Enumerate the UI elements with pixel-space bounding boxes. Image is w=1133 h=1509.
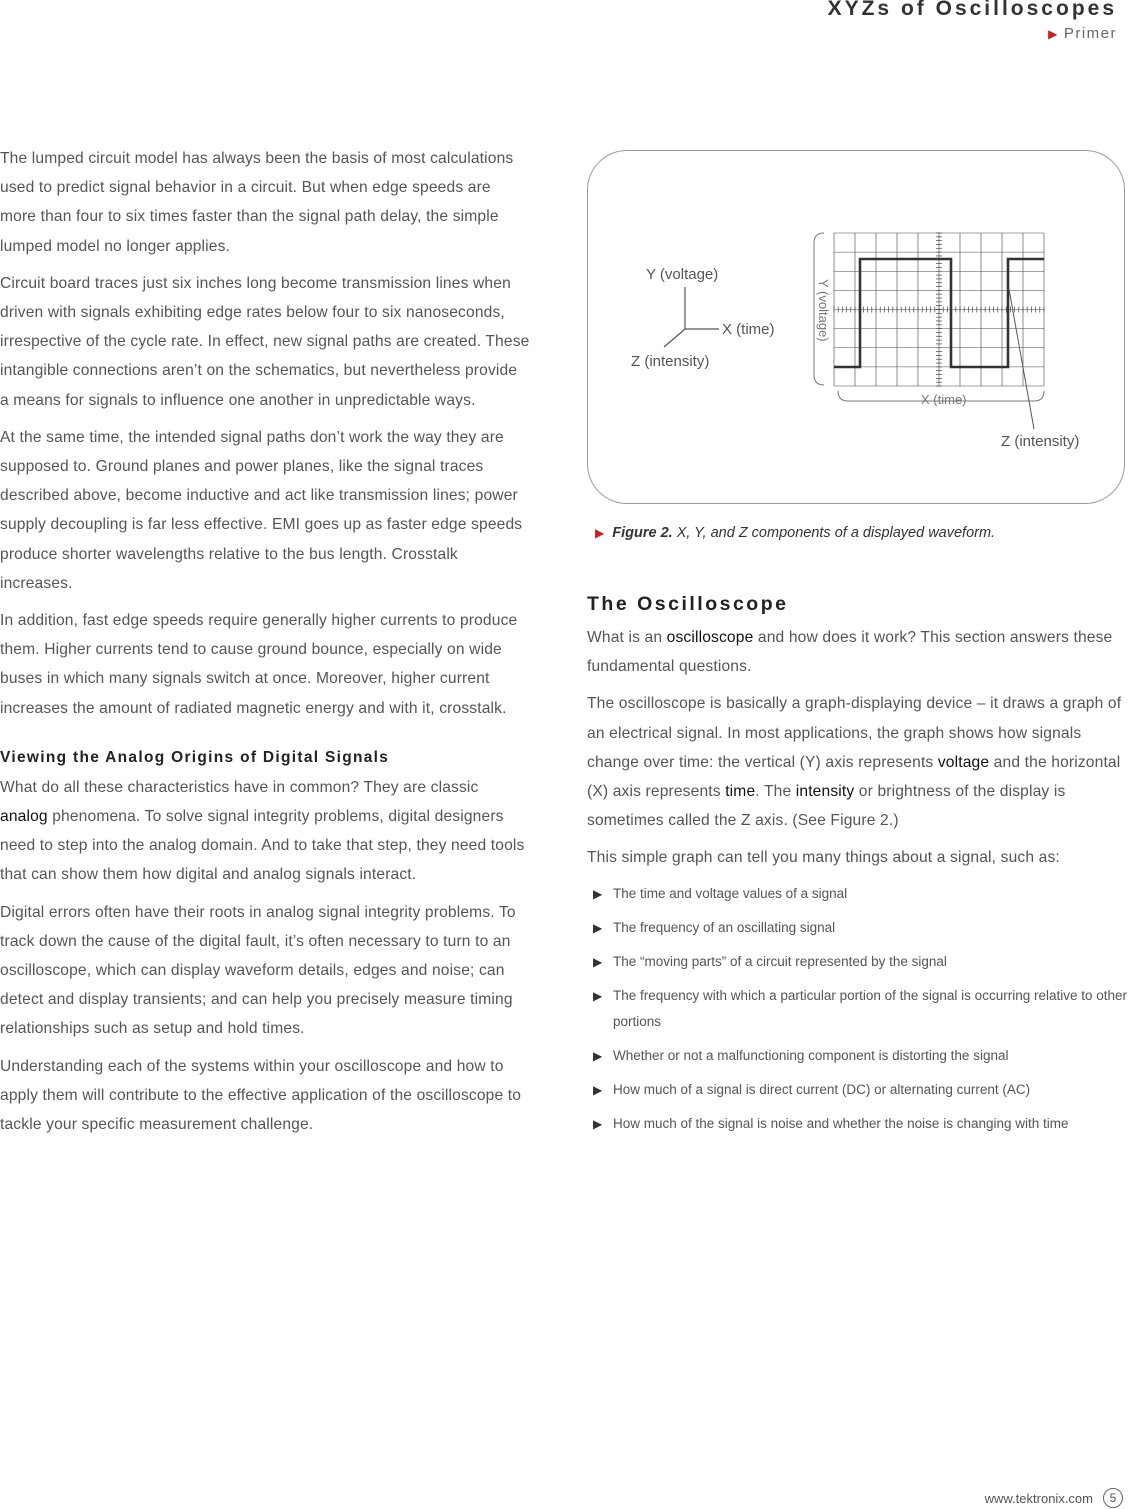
bullet-triangle-icon: ▶ [593,988,603,1003]
list-item [587,983,1127,1035]
grid-x-label: X (time) [921,392,967,407]
page-footer [985,1488,1123,1508]
footer-url[interactable]: www.tektronix.com [984,1490,1093,1506]
red-triangle-icon: ▶ [595,526,605,540]
list-item [587,1111,1127,1137]
left-column [0,144,530,1147]
bullet-list [587,881,1127,1137]
figure-caption [587,523,1127,543]
subtitle-text: Primer [1063,25,1117,42]
bullet-triangle-icon: ▶ [593,1082,603,1097]
list-item [587,949,1127,975]
bullet-triangle-icon: ▶ [593,954,603,969]
text-run: or brightness of the display is sometimes called the Z axis. (See Figure 2.) [587,783,1066,830]
paragraph: Circuit board traces just six inches long become transmission lines when driven with signals exhibiting edge rates below four to six nanoseconds, irrespective of the cycle rate. In effect, new signal paths are created. These intangible connections aren’t on the schematics, but nevertheless provide a means for signals to influence one another in unpredictable ways. [0,274,530,409]
page-number: 5 [1103,1488,1123,1508]
list-item [587,881,1127,907]
grid-z-label: Z (intensity) [1001,433,1080,450]
z-pointer-line [1009,289,1034,429]
axis-y-label: Y (voltage) [646,266,719,283]
document-title: XYZs of Oscilloscopes [827,0,1117,20]
axis-x-label: X (time) [722,321,775,338]
list-item [587,915,1127,941]
list-item-text: Whether or not a malfunctioning component is distorting the signal [613,1047,1009,1063]
section-heading: Viewing the Analog Origins of Digital Signals [0,748,390,766]
grid-y-label: Y (voltage) [816,279,831,342]
paragraph [0,773,530,890]
paragraph [587,623,1127,681]
right-column [587,150,1127,1145]
text-run: and the horizontal (X) axis represents [587,753,1121,801]
paragraph: At the same time, the intended signal paths don’t work the way they are supposed to. Ground planes and power planes, like the signal traces described above, become inductive and act like transmission lines; power supply decoupling is far less effective. EMI goes up as faster edge speeds produce shorter wavelengths relative to the bus length. Crosstalk increases. [0,428,523,592]
text-run: What do all these characteristics have in common? They are classic [0,778,479,796]
red-triangle-icon: ▶ [1048,27,1059,41]
keyword-voltage: voltage [937,753,990,771]
paragraph: In addition, fast edge speeds require generally higher currents to produce them. Higher currents tend to cause ground bounce, especially on wide buses in which many signals switch at once. Moreover, higher current increases the amount of radiated magnetic energy and with it, crosstalk. [0,612,518,717]
list-item-text: The frequency with which a particular portion of the signal is occurring relative to other portions [613,987,1128,1029]
list-item-text: How much of the signal is noise and whether the noise is changing with time [613,1115,1069,1131]
paragraph: Understanding each of the systems within your oscilloscope and how to apply them will contribute to the effective application of the oscilloscope to tackle your specific measurement challenge. [0,1057,522,1134]
paragraph [587,689,1127,835]
figure-2-box [587,150,1125,504]
bullet-triangle-icon: ▶ [593,920,603,935]
keyword-analog: analog [0,808,48,826]
axis-z-label: Z (intensity) [631,353,710,370]
text-run: The oscilloscope is basically a graph-displaying device – it draws a graph of an electrical signal. In most applications, the graph shows how signals change over time: the vertical (Y) axis represents [587,695,1122,771]
keyword-oscilloscope: oscilloscope [666,629,754,646]
paragraph: Digital errors often have their roots in analog signal integrity problems. To track down the cause of the digital fault, it’s often necessary to turn to an oscilloscope, which can display waveform details, edges and noise; can detect and display transients; and can help you precisely measure timing relationships such as setup and hold times. [0,903,516,1038]
caption-label: Figure 2. [612,525,673,541]
text-run: . The [755,783,796,801]
list-item-text: The frequency of an oscillating signal [613,919,836,935]
paragraph: The lumped circuit model has always been the basis of most calculations used to predict signal behavior in a circuit. But when edge speeds are more than four to six times faster than the signal path delay, the simple lumped model no longer applies. [0,150,514,255]
keyword-time: time [725,783,756,801]
section-heading: The Oscilloscope [587,593,789,615]
text-run: and how does it work? This section answers these fundamental questions. [587,629,1113,676]
text-run: What is an [587,629,667,646]
list-item [587,1077,1127,1103]
list-item [587,1043,1127,1069]
keyword-intensity: intensity [795,783,855,801]
page-header [828,0,1117,44]
bullet-triangle-icon: ▶ [593,1116,603,1131]
bullet-triangle-icon: ▶ [593,886,603,901]
list-item-text: The time and voltage values of a signal [613,885,848,901]
xyz-diagram [588,151,1126,505]
paragraph: This simple graph can tell you many things about a signal, such as: [587,849,1060,867]
bullet-triangle-icon: ▶ [593,1048,603,1063]
text-run: phenomena. To solve signal integrity problems, digital designers need to step into the analog domain. And to take that step, they need tools that can show them how digital and analog signals interact. [0,808,525,884]
caption-text: X, Y, and Z components of a displayed waveform. [672,525,996,541]
document-subtitle [828,24,1117,44]
list-item-text: The “moving parts” of a circuit represented by the signal [613,953,947,969]
z-axis-line [664,329,685,347]
list-item-text: How much of a signal is direct current (DC) or alternating current (AC) [613,1081,1031,1097]
